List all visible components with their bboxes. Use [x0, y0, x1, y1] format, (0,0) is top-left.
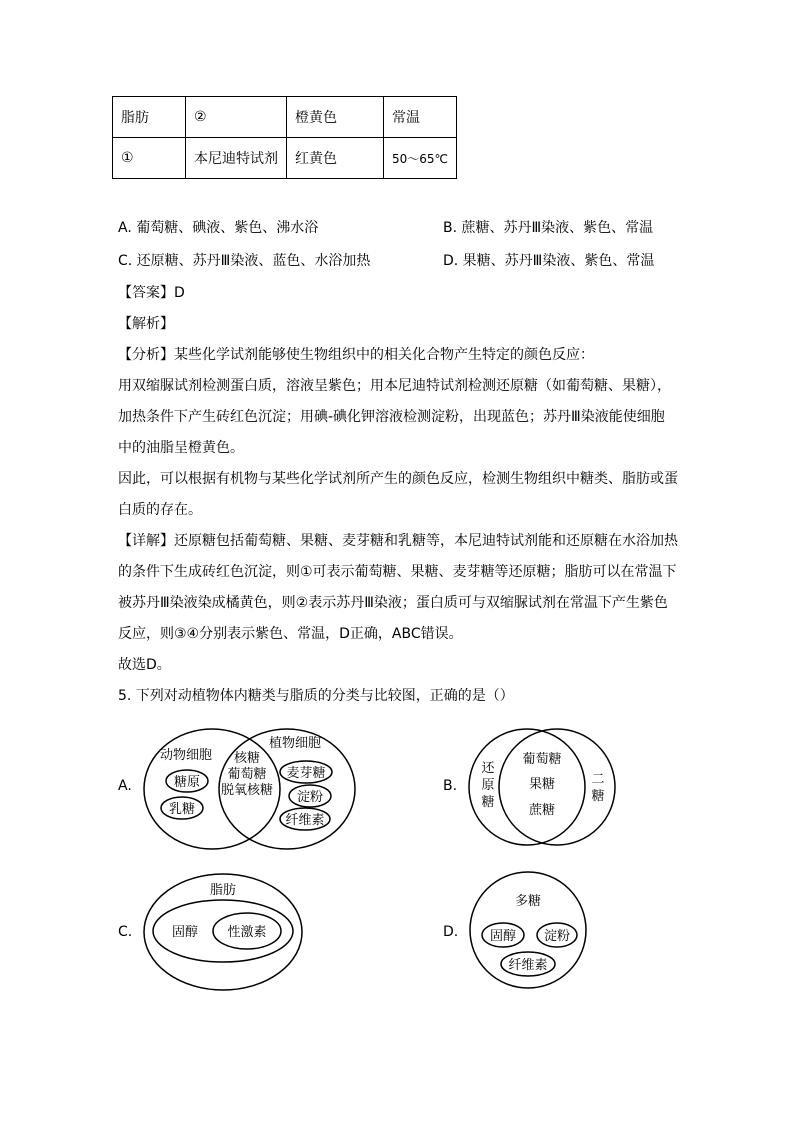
plant-cell-title: 植物细胞 [268, 736, 322, 751]
table-row [113, 138, 457, 179]
diagram-d-letter: D. [443, 924, 459, 940]
option-c: C. 还原糖、苏丹Ⅲ染液、蓝色、水浴加热 [118, 253, 371, 269]
analysis-line: 中的油脂呈橙黄色。 [118, 440, 244, 456]
right-item: 淀粉 [296, 790, 324, 805]
center-item: 果糖 [528, 777, 556, 792]
table-cell: 橙黄色 [287, 97, 384, 138]
left-label-char: 原 [481, 778, 495, 793]
option-b: B. 蔗糖、苏丹Ⅲ染液、紫色、常温 [443, 220, 654, 236]
left-label-char: 糖 [481, 795, 495, 810]
animal-cell-title: 动物细胞 [159, 748, 213, 763]
center-item: 核糖 [233, 751, 261, 766]
inner-label: 性激素 [227, 925, 267, 940]
table-cell: 红黄色 [287, 138, 384, 179]
analysis-line: 被苏丹Ⅲ染液染成橘黄色，则②表示苏丹Ⅲ染液；蛋白质可与双缩脲试剂在常温下产生紫色 [118, 595, 668, 611]
analysis-line: 【分析】某些化学试剂能够使生物组织中的相关化合物产生特定的颜色反应： [118, 347, 594, 363]
center-item: 葡萄糖 [522, 752, 562, 767]
table-cell: 50～65℃ [384, 138, 457, 179]
item-label: 淀粉 [543, 929, 571, 944]
analysis-line: 【详解】还原糖包括葡萄糖、果糖、麦芽糖和乳糖等，本尼迪特试剂能和还原糖在水浴加热 [118, 533, 678, 549]
reagent-table [112, 96, 457, 179]
table-cell: ① [113, 138, 186, 179]
venn-diagram-b [465, 725, 625, 850]
right-label-char: 二 [591, 772, 605, 787]
analysis-line: 反应，则③④分别表示紫色、常温，D正确，ABC错误。 [118, 626, 463, 642]
left-item: 糖原 [173, 775, 201, 790]
diagram-c-letter: C. [118, 924, 133, 940]
diagram-a-letter: A. [118, 778, 132, 794]
nested-diagram-d [465, 868, 595, 992]
left-label-char: 还 [481, 761, 495, 776]
table-cell: 脂肪 [113, 97, 186, 138]
right-label-char: 糖 [591, 789, 605, 804]
analysis-line: 的条件下生成砖红色沉淀，则①可表示葡萄糖、果糖、麦芽糖等还原糖；脂肪可以在常温下 [118, 564, 677, 580]
analysis-line: 故选D。 [118, 657, 171, 673]
diagram-b-letter: B. [443, 778, 458, 794]
table-cell: ② [186, 97, 287, 138]
center-item: 蔗糖 [528, 803, 556, 818]
option-a: A. 葡萄糖、碘液、紫色、沸水浴 [118, 220, 319, 236]
analysis-line: 用双缩脲试剂检测蛋白质，溶液呈紫色；用本尼迪特试剂检测还原糖（如葡萄糖、果糖）， [118, 378, 671, 394]
table-row [113, 97, 457, 138]
nested-diagram-c [140, 870, 310, 996]
left-item: 乳糖 [168, 802, 196, 817]
outer-label: 多糖 [514, 894, 542, 909]
answer-label: 【答案】D [118, 285, 185, 301]
item-label: 纤维素 [508, 958, 548, 973]
right-item: 麦芽糖 [286, 766, 326, 781]
question-5: 5. 下列对动植物体内糖类与脂质的分类与比较图，正确的是（） [118, 688, 514, 704]
analysis-line: 加热条件下产生砖红色沉淀；用碘-碘化钾溶液检测淀粉，出现蓝色；苏丹Ⅲ染液能使细胞 [118, 409, 665, 425]
middle-label: 固醇 [171, 925, 199, 940]
item-label: 固醇 [489, 929, 517, 944]
analysis-line: 白质的存在。 [118, 502, 202, 518]
right-item: 纤维素 [285, 813, 325, 828]
analysis-line: 因此，可以根据有机物与某些化学试剂所产生的颜色反应，检测生物组织中糖类、脂肪或蛋 [118, 471, 678, 487]
outer-label: 脂肪 [209, 883, 237, 898]
analysis-label: 【解析】 [118, 316, 174, 332]
table-cell: 本尼迪特试剂 [186, 138, 287, 179]
venn-diagram-a [140, 725, 390, 855]
option-d: D. 果糖、苏丹Ⅲ染液、紫色、常温 [443, 253, 655, 269]
table-cell: 常温 [384, 97, 457, 138]
disaccharide-circle [499, 729, 615, 845]
center-item: 脱氧核糖 [220, 783, 274, 798]
center-item: 葡萄糖 [227, 767, 267, 782]
